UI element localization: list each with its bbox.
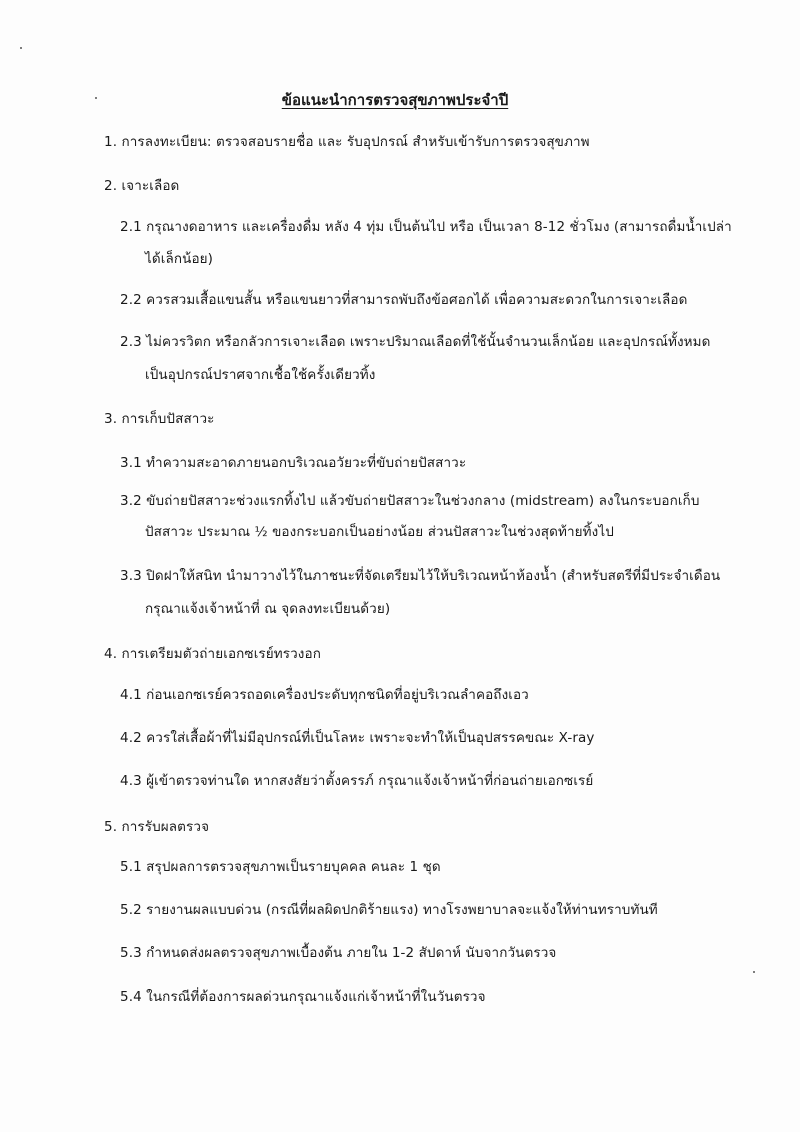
item-2-1: 2.1 กรุณางดอาหาร และเครื่องดื่ม หลัง 4 ทุ่ม เป็นต้นไป หรือ เป็นเวลา 8-12 ชั่วโมง (สามารถดื่มน้ำเปล่า: [120, 219, 732, 235]
item-5-2: 5.2 รายงานผลแบบด่วน (กรณีที่ผลผิดปกติร้ายแรง) ทางโรงพยาบาลจะแจ้งให้ท่านทราบทันที: [120, 902, 658, 918]
section-1-heading: 1. การลงทะเบียน: ตรวจสอบรายชื่อ และ รับอุปกรณ์ สำหรับเข้ารับการตรวจสุขภาพ: [104, 134, 590, 150]
item-3-2: 3.2 ขับถ่ายปัสสาวะช่วงแรกทิ้งไป แล้วขับถ่ายปัสสาวะในช่วงกลาง (midstream) ลงในกระบอกเก็บ: [120, 493, 700, 509]
item-5-4: 5.4 ในกรณีที่ต้องการผลด่วนกรุณาแจ้งแก่เจ้าหน้าที่ในวันตรวจ: [120, 989, 486, 1005]
item-3-3: 3.3 ปิดฝาให้สนิท นำมาวางไว้ในภาชนะที่จัดเตรียมไว้ให้บริเวณหน้าห้องน้ำ (สำหรับสตรีที่มีประจำเดือน: [120, 568, 721, 584]
section-3-heading: 3. การเก็บปัสสาวะ: [104, 411, 215, 427]
item-2-3: 2.3 ไม่ควรวิตก หรือกลัวการเจาะเลือด เพราะปริมาณเลือดที่ใช้นั้นจำนวนเล็กน้อย และอุปกรณ์ทั้งหมด: [120, 334, 711, 350]
item-5-3: 5.3 กำหนดส่งผลตรวจสุขภาพเบื้องต้น ภายใน 1-2 สัปดาห์ นับจากวันตรวจ: [120, 945, 557, 961]
item-4-1: 4.1 ก่อนเอกซเรย์ควรถอดเครื่องประดับทุกชนิดที่อยู่บริเวณลำคอถึงเอว: [120, 687, 529, 703]
item-3-1: 3.1 ทำความสะอาดภายนอกบริเวณอวัยวะที่ขับถ่ายปัสสาวะ: [120, 455, 467, 471]
item-5-1: 5.1 สรุปผลการตรวจสุขภาพเป็นรายบุคคล คนละ 1 ชุด: [120, 859, 441, 875]
section-5-heading: 5. การรับผลตรวจ: [104, 819, 210, 835]
item-3-2-continued: ปัสสาวะ ประมาณ ½ ของกระบอกเป็นอย่างน้อย ส่วนปัสสาวะในช่วงสุดท้ายทิ้งไป: [145, 524, 614, 540]
item-4-3: 4.3 ผู้เข้าตรวจท่านใด หากสงสัยว่าตั้งครรภ์ กรุณาแจ้งเจ้าหน้าที่ก่อนถ่ายเอกซเรย์: [120, 773, 594, 789]
section-2-heading: 2. เจาะเลือด: [104, 178, 180, 194]
item-2-3-continued: เป็นอุปกรณ์ปราศจากเชื้อใช้ครั้งเดียวทิ้ง: [145, 367, 376, 383]
document-title: ข้อแนะนำการตรวจสุขภาพประจำปี: [281, 91, 509, 109]
scan-speck: [20, 47, 22, 49]
item-2-1-continued: ได้เล็กน้อย): [145, 251, 214, 267]
scan-speck: [753, 971, 755, 973]
item-4-2: 4.2 ควรใส่เสื้อผ้าที่ไม่มีอุปกรณ์ที่เป็นโลหะ เพราะจะทำให้เป็นอุปสรรคขณะ X-ray: [120, 730, 595, 746]
section-4-heading: 4. การเตรียมตัวถ่ายเอกซเรย์ทรวงอก: [104, 646, 321, 662]
item-3-3-continued: กรุณาแจ้งเจ้าหน้าที่ ณ จุดลงทะเบียนด้วย): [145, 601, 391, 617]
item-2-2: 2.2 ควรสวมเสื้อแขนสั้น หรือแขนยาวที่สามารถพับถึงข้อศอกได้ เพื่อความสะดวกในการเจาะเลือด: [120, 292, 688, 308]
